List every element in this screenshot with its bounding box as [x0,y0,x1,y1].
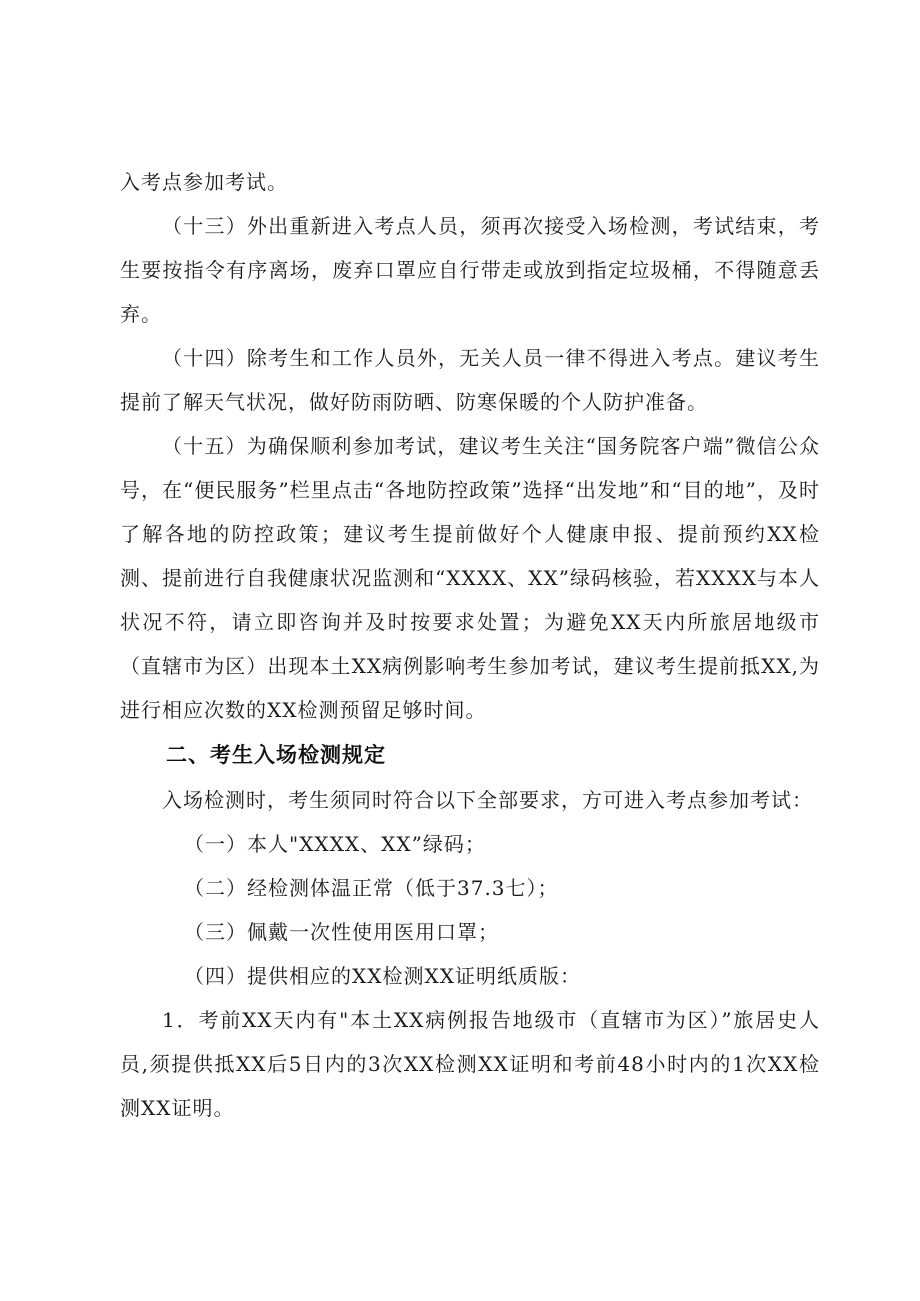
section-heading: 二、考生入场检测规定 [166,743,386,767]
paragraph-item-15: （十五）为确保顺利参加考试，建议考生关注“国务院客户端”微信公众号，在“便民服务”栏里点击“各地防控政策”选择“出发地”和“目的地”，及时了解各地的防控政策；建议考生提前做好个人健康申报、提前预约XX检测、提前进行自我健康状况监测和“XXXX、XX”绿码核验，若XXXX与本人状况不符，请立即咨询并及时按要求处置；为避免XX天内所旅居地级市（直辖市为区）出现本土XX病例影响考生参加考试，建议考生提前抵XX,为进行相应次数的XX检测预留足够时间。 [120,434,820,722]
paragraph-item-14: （十四）除考生和工作人员外，无关人员一律不得进入考点。建议考生提前了解天气状况，做好防雨防晒、防寒保暖的个人防护准备。 [120,346,820,414]
section-intro: 入场检测时，考生须同时符合以下全部要求，方可进入考点参加考试： [162,788,813,812]
document-body [120,160,820,1130]
paragraph-continuation: 入考点参加考试。 [120,170,288,194]
requirement-2: （二）经检测体温正常（低于37.3七）； [184,876,559,900]
requirement-3: （三）佩戴一次性使用医用口罩； [184,920,499,944]
requirement-4: （四）提供相应的XX检测XX证明纸质版： [184,964,581,988]
paragraph-item-13: （十三）外出重新进入考点人员，须再次接受入场检测，考试结束，考生要按指令有序离场，废弃口罩应自行带走或放到指定垃圾桶，不得随意丢弃。 [120,214,820,326]
requirement-1: （一）本人"XXXX、XX”绿码； [184,832,486,856]
sub-item-1: 1．考前XX天内有"本土XX病例报告地级市（直辖市为区）”旅居史人员,须提供抵XX后5日内的3次XX检测XX证明和考前48小时内的1次XX检测XX证明。 [120,1008,820,1120]
